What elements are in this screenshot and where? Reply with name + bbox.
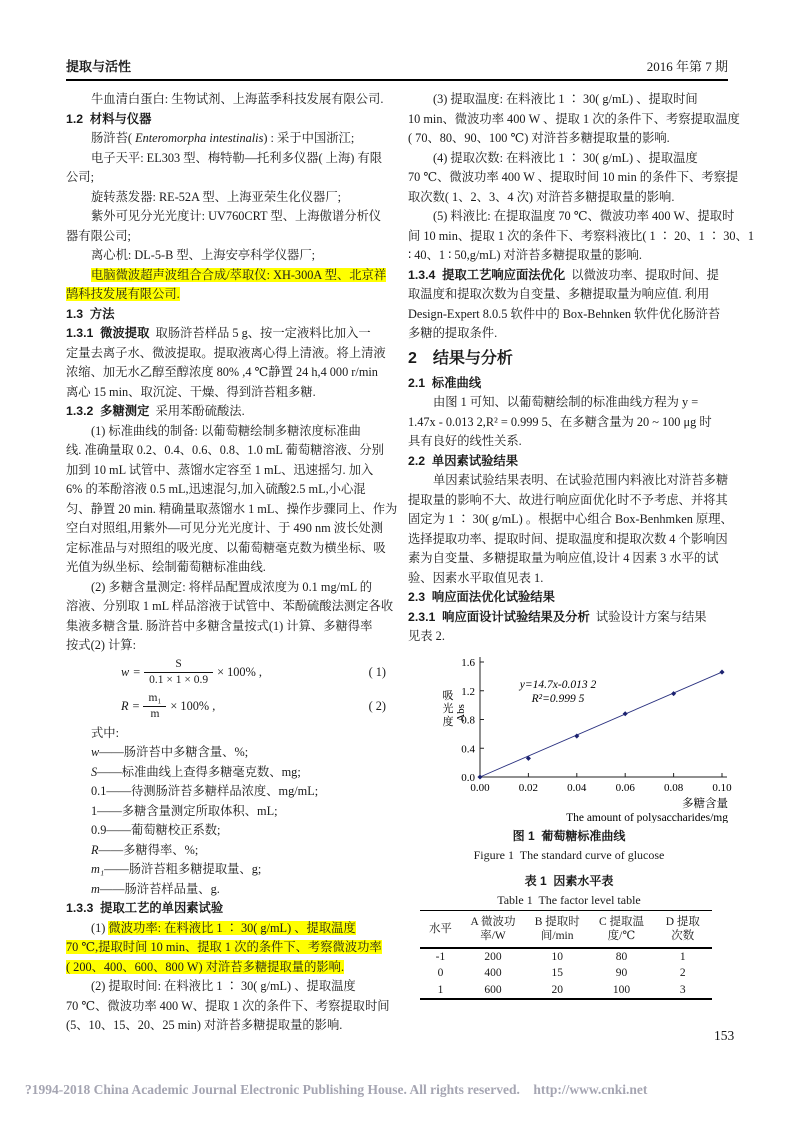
text-line: m₁——肠浒苔粗多糖提取量、g; [91, 862, 262, 876]
text-line: S——标准曲线上查得多糖毫克数、mg; [91, 764, 301, 779]
y-tick-label: 0.0 [461, 771, 475, 784]
header-rule [66, 79, 728, 81]
table-cell: 2 [679, 967, 686, 979]
text-line: R——多糖得率、%; [91, 842, 199, 857]
text-line: 式中: [91, 725, 120, 740]
table-cell: 10 [551, 950, 563, 963]
heading-line: 1.2 材料与仪器 [66, 111, 152, 126]
text-line: (1) 微波功率: 在料液比 1 ∶ 30( g/mL) 、提取温度 [91, 920, 356, 935]
heading-line: 1.3.3 提取工艺的单因素试验 [66, 901, 224, 915]
page-number: 153 [714, 1028, 735, 1043]
table-header-cell: 水平 [428, 922, 452, 935]
right-column-text [408, 90, 755, 647]
table-cell: 400 [484, 967, 502, 979]
text-line: 0.1——待测肠浒苔多糖样品浓度、mg/mL; [91, 784, 319, 798]
text-line: (2) 多糖含量测定: 将样品配置成浓度为 0.1 mg/mL 的 [91, 579, 372, 594]
page-header [66, 56, 728, 75]
table-cell: 0 [437, 967, 444, 979]
text-line: (1) 标准曲线的制备: 以葡萄糖绘制多糖浓度标准曲 [91, 423, 361, 438]
table-cell: 20 [551, 983, 563, 996]
right-column [408, 90, 755, 1000]
text-line: ( 200、400、600、800 W) 对浒苔多糖提取量的影响. [66, 959, 345, 974]
x-axis-label-cn: 多糖含量 [682, 797, 728, 810]
y-axis-label-cn: 吸 [442, 689, 454, 702]
table-cell: 80 [615, 950, 628, 963]
text-line: 10 min、微波功率 400 W 、提取 1 次的条件下、考察提取温度 [408, 111, 740, 126]
text-line: 器有限公司; [66, 228, 131, 243]
text-line: 1——多糖含量测定所取体积、mL; [91, 803, 278, 818]
x-tick-label: 0.06 [615, 781, 635, 794]
text-line: 旋转蒸发器: RE-52A 型、上海亚荣生化仪器厂; [91, 189, 342, 204]
heading-line: 1.3.1 微波提取 取肠浒苔样品 5 g、按一定液料比加入一 [66, 326, 371, 340]
x-tick-label: 0.04 [567, 781, 587, 794]
text-line: (3) 提取温度: 在料液比 1 ∶ 30( g/mL) 、提取时间 [433, 92, 698, 106]
text-line: 线. 准确量取 0.2、0.4、0.6、0.8、1.0 mL 葡萄糖溶液、分别 [66, 443, 384, 457]
text-line: 间 10 min、提取 1 次的条件下、考察料液比( 1 ∶ 20、1 ∶ 30、1 [408, 228, 755, 243]
equation: R = $\frac{\text{m₁}}{m}$ × 100% , ( 2) [121, 692, 386, 720]
text-line: 集液多糖含量. 肠浒苔中多糖含量按式(1) 计算、多糖得率 [66, 618, 373, 633]
text-line: (5、10、15、20、25 min) 对浒苔多糖提取量的影响. [66, 1018, 343, 1032]
text-line: 见表 2. [408, 629, 445, 643]
y-axis-label-cn: 度 [442, 715, 454, 728]
text-line: ( 70、80、90、100 ℃) 对浒苔多糖提取量的影响. [408, 131, 670, 145]
scatter-chart [408, 651, 738, 823]
left-column [66, 90, 398, 1036]
x-tick-label: 0.02 [518, 781, 539, 794]
table-cell: 1 [437, 983, 444, 996]
x-tick-label: 0.10 [712, 781, 732, 794]
text-line: 验、因素水平取值见表 1. [408, 570, 544, 585]
heading-line: 2 结果与分析 [408, 349, 513, 367]
text-line: 固定为 1 ∶ 30( g/mL) 。根据中心组合 Box-Benhmken 原理、 [408, 512, 733, 526]
text-line: 70 ℃、微波功率 400 W、提取 1 次的条件下、考察提取时间 [66, 998, 390, 1013]
text-line: 按式(2) 计算: [66, 638, 137, 652]
text-line: 电子天平: EL303 型、梅特勒—托利多仪器( 上海) 有限 [91, 150, 383, 165]
text-line: 公司; [66, 170, 95, 184]
text-line: 定标准品与对照组的吸光度、以葡萄糖毫克数为横坐标、吸 [66, 540, 386, 555]
factor-level-table [420, 910, 712, 1001]
table-row [420, 982, 712, 1000]
text-line: 牛血清白蛋白: 生物试剂、上海蓝季科技发展有限公司. [91, 92, 384, 106]
text-line: 6% 的苯酚溶液 0.5 mL,迅速混匀,加入硫酸2.5 mL,小心混 [66, 482, 366, 496]
heading-line: 1.3 方法 [66, 306, 115, 321]
heading-line: 2.1 标准曲线 [408, 375, 482, 390]
text-line: 具有良好的线性关系. [408, 434, 522, 448]
equation-annotation: y=14.7x-0.013 2 [519, 678, 597, 691]
text-line: 肠浒苔( Enteromorpha intestinalis) : 采于中国浙江; [91, 131, 355, 145]
copyright-footer: ?1994-2018 China Academic Journal Electronic Publishing House. All rights reserved. http://www.cnki.net [25, 1082, 648, 1097]
issue-info: 2016 年第 7 期 [646, 59, 728, 74]
table-cell: 1 [679, 950, 686, 963]
table-caption-en: Table 1 The factor level table [497, 892, 641, 907]
y-tick-label: 0.8 [461, 714, 475, 726]
heading-line: 2.3 响应面法优化试验结果 [408, 590, 555, 604]
text-line: 1.47x - 0.013 2,R² = 0.999 5、在多糖含量为 20 ~ 100 μg 时 [408, 414, 712, 429]
text-line: 选择提取功率、提取时间、提取温度和提取次数 4 个影响因 [408, 531, 728, 546]
table-cell: -1 [435, 950, 446, 963]
factor-level-table-block [408, 872, 730, 1001]
y-tick-label: 0.4 [461, 742, 475, 755]
text-line: 素为自变量、多糖提取量为响应值,设计 4 因素 3 水平的试 [408, 551, 719, 565]
x-axis-label-en: The amount of polysaccharides/mg [566, 811, 728, 823]
table-cell: 200 [484, 950, 502, 963]
figure-caption-cn: 图 1 葡萄糖标准曲线 [512, 828, 626, 843]
text-line: m——肠浒苔样品量、g. [91, 881, 220, 896]
data-point [477, 774, 482, 779]
x-tick-label: 0.00 [470, 781, 490, 794]
table-cell: 100 [612, 983, 631, 996]
text-line: 70 ℃,提取时间 10 min、提取 1 次的条件下、考察微波功率 [66, 940, 382, 954]
text-line: 离心机: DL-5-B 型、上海安亭科学仪器厂; [91, 248, 316, 262]
table-cell: 600 [484, 983, 502, 996]
equation: w = $\frac{S}{0.1 \times 1 \times 0.9}$ × 100% , ( 1) [121, 658, 386, 686]
table-header-cell: B 提取时 间/min [534, 915, 580, 942]
table-cell: 3 [679, 983, 686, 996]
standard-curve-figure [408, 651, 730, 865]
y-axis-label-cn: 光 [442, 702, 454, 715]
y-axis-label-en: Abs [455, 703, 467, 722]
heading-line: 1.3.4 提取工艺响应面法优化 以微波功率、提取时间、提 [408, 267, 719, 282]
fit-line [480, 672, 722, 777]
y-tick-label: 1.6 [461, 656, 475, 669]
table-cell: 15 [551, 967, 563, 979]
text-line: (5) 料液比: 在提取温度 70 ℃、微波功率 400 W、提取时 [433, 209, 735, 223]
r-squared-annotation: R²=0.999 5 [531, 692, 585, 705]
table-header-cell: D 提取 次数 [665, 915, 700, 942]
running-head: 提取与活性 [66, 59, 132, 74]
heading-line: 1.3.2 多糖测定 采用苯酚硫酸法. [66, 404, 245, 418]
text-line: 取次数( 1、2、3、4 次) 对浒苔多糖提取量的影响. [408, 189, 675, 204]
text-line: 0.9——葡萄糖校正系数; [91, 823, 221, 837]
table-row [420, 965, 712, 982]
table-header-cell: A 微波功 率/W [470, 915, 516, 942]
text-line: 电脑微波超声波组合合成/萃取仪: XH-300A 型、北京祥 [91, 267, 387, 282]
text-line: 溶液、分别取 1 mL 样品溶液于试管中、苯酚硫酸法测定各收 [66, 599, 394, 613]
text-line: 光值为纵坐标、绘制葡萄糖标准曲线. [66, 560, 266, 574]
figure-caption-en: Figure 1 The standard curve of glucose [473, 847, 665, 862]
y-tick-label: 1.2 [461, 685, 475, 698]
text-line: 单因素试验结果表明、在试验范围内料液比对浒苔多糖 [433, 473, 729, 487]
text-line: 浓缩、加无水乙醇至醇浓度 80% ,4 ℃静置 24 h,4 000 r/min [66, 365, 378, 379]
heading-line: 2.3.1 响应面设计试验结果及分析 试验设计方案与结果 [408, 609, 707, 624]
text-line: 加到 10 mL 试管中、蒸馏水定容至 1 mL、迅速摇匀. 加入 [66, 462, 374, 477]
text-line: 提取量的影响不大、故进行响应面优化时不予考虑、并将其 [408, 492, 728, 507]
x-tick-label: 0.08 [663, 781, 684, 794]
text-line: 多糖的提取条件. [408, 326, 498, 340]
table-header-cell: C 提取温 度/℃ [598, 915, 644, 942]
text-line: 定量去离子水、微波提取。提取液离心得上清液。将上清液 [66, 345, 386, 360]
data-point [719, 669, 724, 674]
data-point [623, 711, 628, 716]
text-line: 匀、静置 20 min. 精确量取蒸馏水 1 mL、操作步骤同上、作为 [66, 501, 398, 516]
text-line: (4) 提取次数: 在料液比 1 ∶ 30( g/mL) 、提取温度 [433, 150, 698, 165]
text-line: Design-Expert 8.0.5 软件中的 Box-Behnken 软件优化肠浒苔 [408, 306, 721, 321]
text-line: 由图 1 可知、以葡萄糖绘制的标准曲线方程为 y = [433, 395, 699, 409]
text-line: 空白对照组,用紫外—可见分光光度计、于 490 nm 波长处测 [66, 521, 383, 535]
text-line: 紫外可见分光光度计: UV760CRT 型、上海傲谱分析仪 [91, 209, 382, 223]
table-caption-cn: 表 1 因素水平表 [524, 873, 614, 888]
text-line: w——肠浒苔中多糖含量、%; [91, 745, 249, 759]
heading-line: 2.2 单因素试验结果 [408, 453, 519, 468]
text-line: 取温度和提取次数为自变量、多糖提取量为响应值. 利用 [408, 287, 710, 301]
text-line: 鹄科技发展有限公司. [66, 287, 180, 301]
table-row [420, 948, 712, 966]
text-line: (2) 提取时间: 在料液比 1 ∶ 30( g/mL) 、提取温度 [91, 979, 356, 993]
text-line: ∶ 40、1 ∶ 50,g/mL) 对浒苔多糖提取量的影响. [408, 248, 642, 262]
text-line: 70 ℃、微波功率 400 W 、提取时间 10 min 的条件下、考察提 [408, 170, 739, 184]
text-line: 离心 15 min、取沉淀、干燥、得到浒苔粗多糖. [66, 384, 316, 399]
table-cell: 90 [615, 967, 628, 979]
